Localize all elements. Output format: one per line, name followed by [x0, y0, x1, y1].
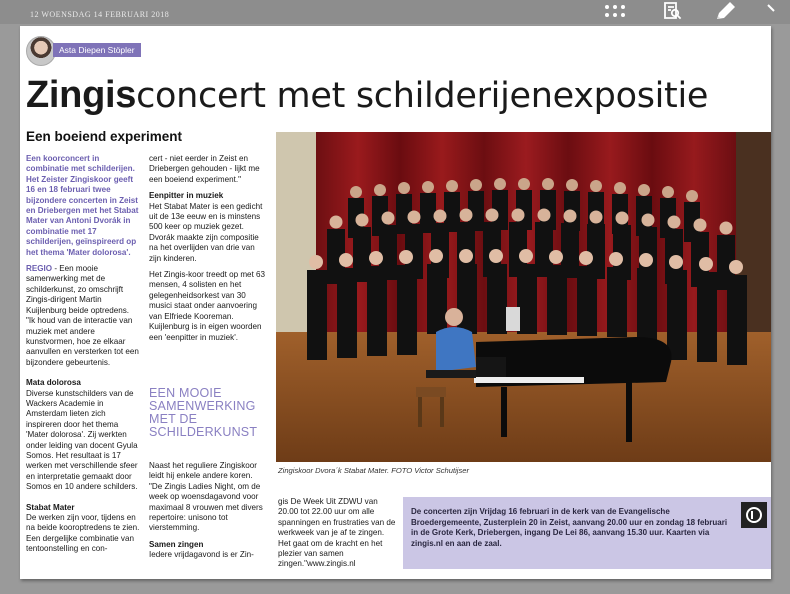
paragraph: Iedere vrijdagavond is er Zin-: [149, 550, 254, 560]
author-badge: Asta Diepen Stöpler: [53, 43, 141, 57]
newspaper-page: [20, 26, 771, 579]
article-column-1: [26, 154, 140, 561]
concert-info-box: [403, 497, 771, 569]
paragraph: Het Zingis-koor treedt op met 63 mensen, 4 solisten en het gelegenheidsorkest van 30 musici staat onder aanvoering van Elfriede Kooreman. Kuijlenburg is in eigen woorden een 'eenpitter in muziek'.: [149, 270, 266, 342]
paragraph: Diverse kunstschilders van de Wackers Academie in Amsterdam lieten zich inspireren door het thema 'Mater dolorosa'. Zij werkten onder leiding van docent Gyula Somos. Het resultaat is 17 werken met verschillende sfeer en interpretatie gemaakt door Somos en 10 andere schilders.: [26, 388, 138, 492]
paragraph: gis De Week Uit ZDWU van 20.00 tot 22.00 uur om alle spanningen en frustraties van de werkweek van je af te zingen. Het gaat om de kracht en het plezier van samen zingen."www.zingis.nl: [278, 497, 396, 569]
more-icon[interactable]: [760, 0, 784, 22]
photo-caption: Zingiskoor Dvora´k Stabat Mater. FOTO Victor Schutijser: [278, 466, 470, 475]
headline-rest: concert met schilderijenexpositie: [136, 76, 709, 116]
article-subhead: Een boeiend experiment: [26, 129, 183, 144]
search-document-icon[interactable]: [657, 0, 687, 22]
intertitle-samen-zingen: Samen zingen: [149, 539, 204, 549]
pull-quote: EEN MOOIE SAMENWERKING MET DE SCHILDERKUNST: [149, 386, 258, 439]
article-column-3: [278, 497, 396, 576]
publication-logo-icon: [741, 502, 767, 528]
intertitle-eenpitter: Eenpitter in muziek: [149, 191, 224, 201]
intertitle-mata-dolorosa: Mata dolorosa: [26, 378, 81, 388]
headline-bold: Zingis: [26, 74, 137, 116]
choir-photo: [276, 132, 771, 462]
paragraph: [26, 264, 140, 368]
article-lead: Een koorconcert in combinatie met schilderijen. Het Zeister Zingiskoor geeft 16 en 18 februari twee bijzondere concerten in Zeist en Driebergen met het Stabat Mater van Antoni Dvorák in combinatie met 17 schilderijen, geïnspireerd op het thema 'Mater dolorosa'.: [26, 154, 139, 257]
viewer-toolbar: [0, 0, 790, 24]
paragraph-text: - Een mooie samenwerking met de schilderkunst, zo omschrijft Zingis-dirigent Martin Kuijlenburg beide optredens. "Ik houd van de interactie van muziek met andere kunstvormen, hoe ze elkaar aanvullen en versterken tot een bijzondere gebeurtenis.: [26, 264, 139, 367]
article-column-2-lower: [149, 461, 267, 567]
page-dateline: 12 WOENSDAG 14 FEBRUARI 2018: [30, 10, 170, 19]
intertitle-stabat-mater: Stabat Mater: [26, 502, 75, 512]
article-column-2: [149, 154, 267, 349]
dateline-kicker: REGIO: [26, 264, 53, 274]
paragraph: cert - niet eerder in Zeist en Driebergen gehouden - lijkt me een boeiend experiment.": [149, 154, 260, 184]
paragraph: De werken zijn voor, tijdens en na beide kooroptredens te zien. Een dergelijke combinatie van tentoonstelling en con-: [26, 513, 140, 554]
author-avatar: [26, 36, 56, 66]
concert-info-text: De concerten zijn Vrijdag 16 februari in de kerk van de Evangelische Broedergemeente, Zusterplein 20 in Zeist, aanvang 20.00 uur en zondag 18 februari in de Grote Kerk, Driebergen, ingang De Lei 86, aanvang 15.30 uur. Kaarten via zingis.nl en aan de zaal.: [411, 507, 728, 548]
pen-icon[interactable]: [710, 0, 740, 22]
paragraph: Naast het reguliere Zingiskoor leidt hij enkele andere koren. "De Zingis Ladies Night, om de week op woensdagavond voor maximaal 8 vrouwen met divers repertoire: unisono tot vierstemming.: [149, 461, 263, 533]
paragraph: Het Stabat Mater is een gedicht uit de 13e eeuw en is minstens 500 keer op muziek gezet. Dvorák maakte zijn compositie na het overlijden van drie van zijn kinderen.: [149, 201, 263, 263]
article-headline: [26, 72, 708, 118]
grid-dots-icon[interactable]: [600, 0, 630, 22]
